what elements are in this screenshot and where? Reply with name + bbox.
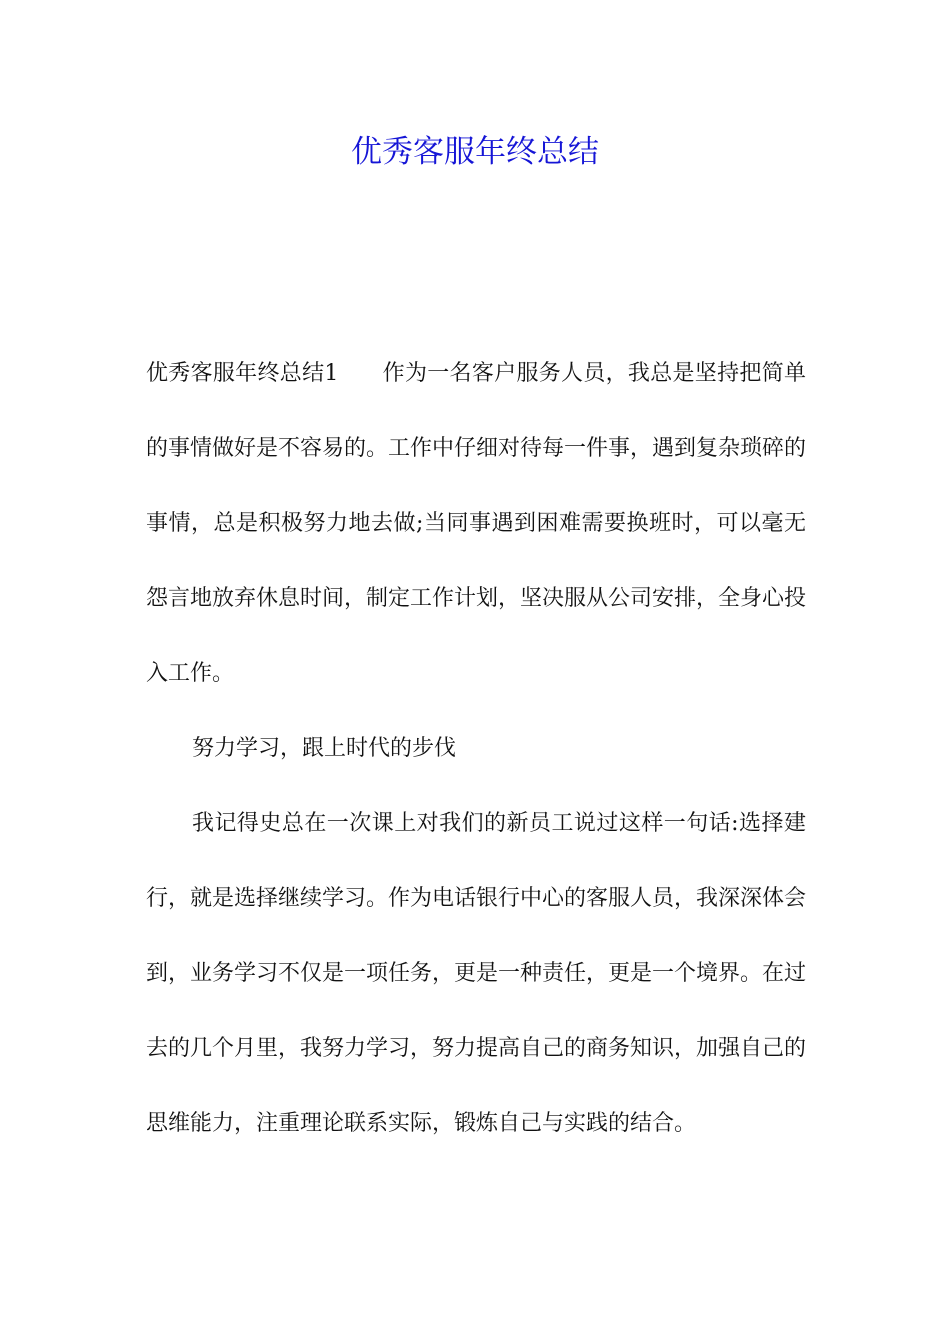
paragraph-1-text: 作为一名客户服务人员，我总是坚持把简单的事情做好是不容易的。工作中仔细对待每一件事，遇到复杂琐碎的事情，总是积极努力地去做;当同事遇到困难需要换班时，可以毫无怨言地放弃休息时间，制定工作计划，坚决服从公司安排，全身心投入工作。	[146, 361, 807, 686]
paragraph-1	[146, 336, 806, 711]
paragraph-3: 我记得史总在一次课上对我们的新员工说过这样一句话:选择建行，就是选择继续学习。作为电话银行中心的客服人员，我深深体会到，业务学习不仅是一项任务，更是一种责任，更是一个境界。在过去的几个月里，我努力学习，努力提高自己的商务知识，加强自己的思维能力，注重理论联系实际，锻炼自己与实践的结合。	[146, 811, 807, 1136]
section-heading: 努力学习，跟上时代的步伐	[192, 736, 457, 761]
section-label: 优秀客服年终总结1	[146, 361, 339, 386]
document-body	[146, 336, 806, 1161]
document-title: 优秀客服年终总结	[351, 134, 599, 170]
